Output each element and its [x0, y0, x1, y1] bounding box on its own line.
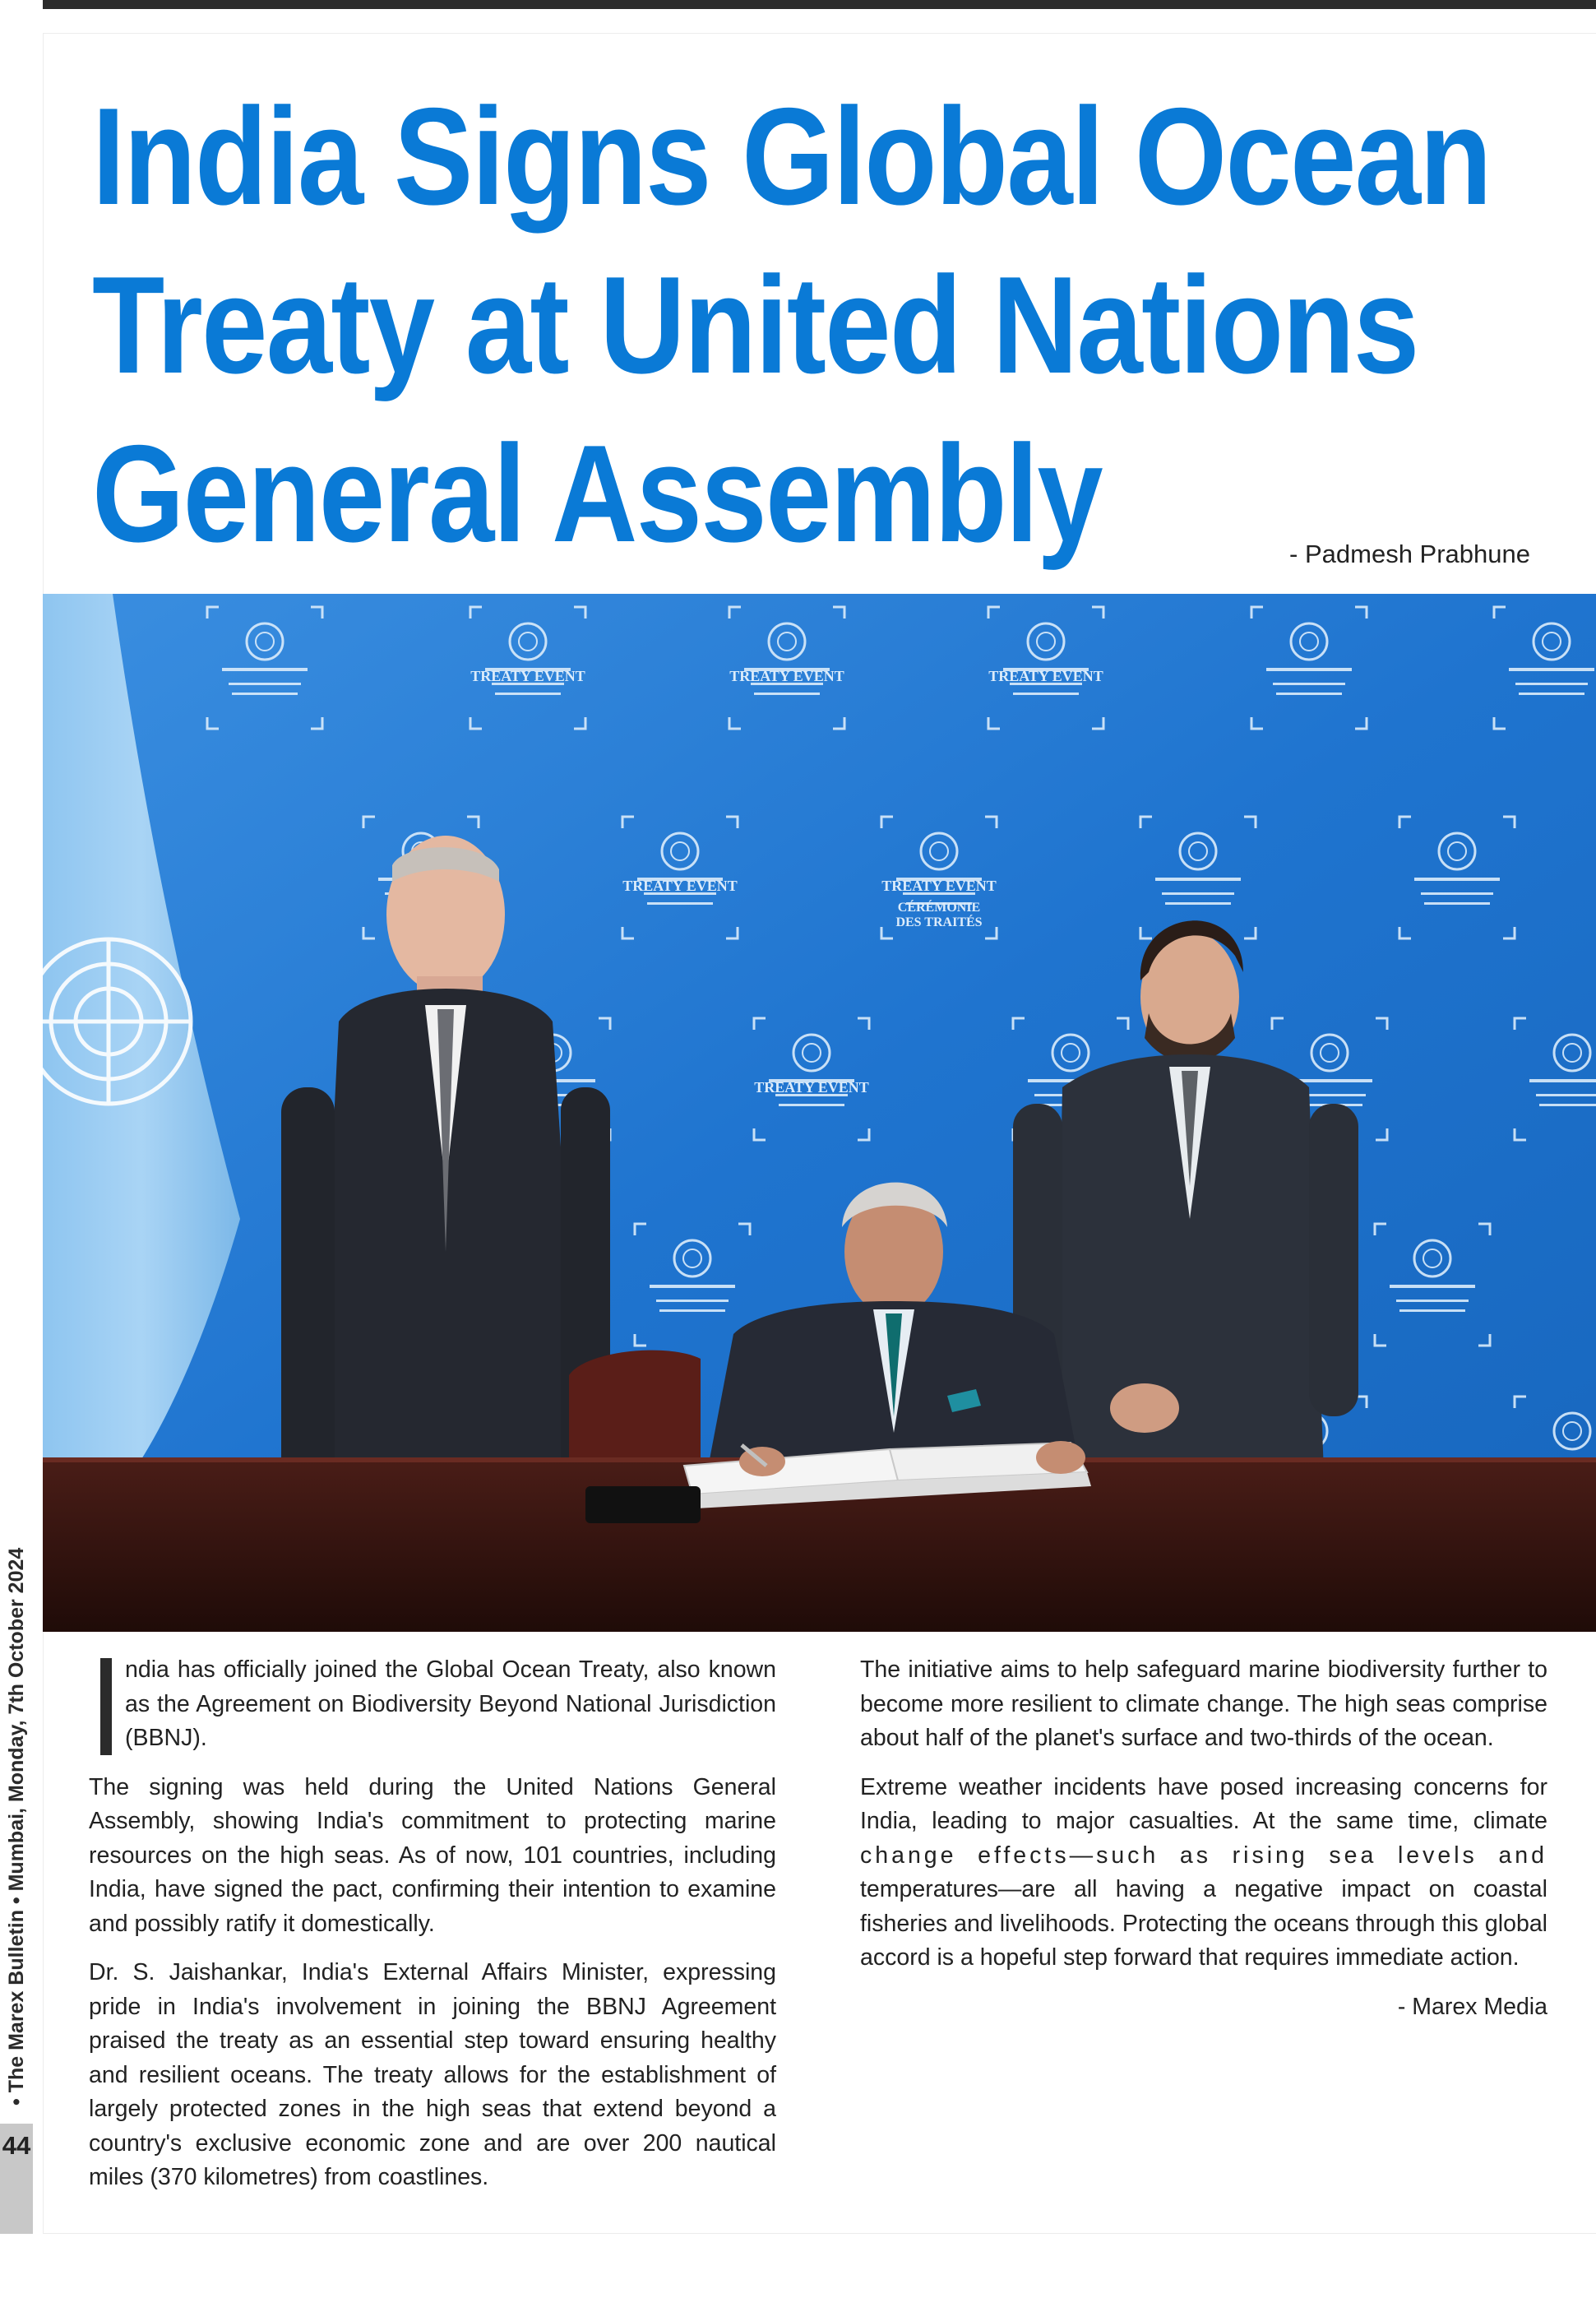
backdrop-text-5: TREATY EVENT: [881, 878, 997, 894]
article-paragraph-3: Dr. S. Jaishankar, India's External Affairs Minister, expressing pride in India's involvement in joining the BBNJ Agreement praised the treaty as an essential step toward ensuring healthy and resilient oceans. The treaty allows for the establishment of largely protected zones in the high seas that extend beyond a country's exclusive economic zone and are over 200 nautical miles (370 kilometres) from coastlines.: [89, 1959, 776, 2190]
backdrop-text-3: TREATY EVENT: [988, 668, 1103, 684]
article-paragraph-2: The signing was held during the United Nations General Assembly, showing India's commitment to protecting marine resources on the high seas. As of now, 101 countries, including India, have signed the pact, confirming their intention to examine and possibly ratify it domestically.: [89, 1773, 776, 1937]
paragraph-1-text: ndia has officially joined the Global Ocean Treaty, also known as the Agreement on Biodiversity Beyond National Jurisdiction (BBNJ).: [125, 1656, 776, 1751]
headline-line-1: India Signs Global Ocean: [92, 79, 1491, 234]
dropcap-letter: [100, 1658, 112, 1755]
paragraph-5-part-1: Extreme weather incidents have posed increasing concerns for India, leading to major casualties. At the same time, climate: [860, 1773, 1547, 1834]
headline-line-2: Treaty at United Nations: [92, 248, 1418, 402]
article-column-right: [860, 1653, 1547, 2039]
article-paragraph-4: The initiative aims to help safeguard marine biodiversity further to become more resilient to climate change. The high seas comprise about half of the planet's surface and two-thirds of the ocean.: [860, 1656, 1547, 1751]
backdrop-text-2: TREATY EVENT: [729, 668, 844, 684]
article-paragraph-1: [89, 1653, 776, 1756]
paragraph-5-part-2: change effects—such as rising sea levels and: [860, 1842, 1547, 1869]
article-paragraph-5: [860, 1771, 1547, 1976]
publication-side-text: • The Marex Bulletin • Mumbai, Monday, 7th October 2024: [5, 1547, 28, 2106]
byline: - Padmesh Prabhune: [1289, 540, 1530, 568]
article-signoff: - Marex Media: [1397, 1993, 1547, 2020]
treaty-signing-photo: [43, 594, 1596, 1632]
backdrop-text-8: DES TRAITÉS: [895, 915, 983, 929]
backdrop-text-4: TREATY EVENT: [622, 878, 738, 894]
backdrop-text-1: TREATY EVENT: [470, 668, 585, 684]
page-number: 44: [2, 2131, 31, 2160]
backdrop-text-7: CÉRÉMONIE: [897, 901, 981, 915]
paragraph-5-part-3: temperatures—are all having a negative impact on coastal fisheries and livelihoods. Protecting the oceans through this global accord is a hopeful step forward that requires immediate action.: [860, 1876, 1547, 1971]
article-column-left: [89, 1653, 776, 2210]
backdrop-text-6: TREATY EVENT: [754, 1079, 869, 1096]
headline-line-3: General Assembly: [92, 416, 1102, 571]
top-rule: [43, 0, 1596, 9]
